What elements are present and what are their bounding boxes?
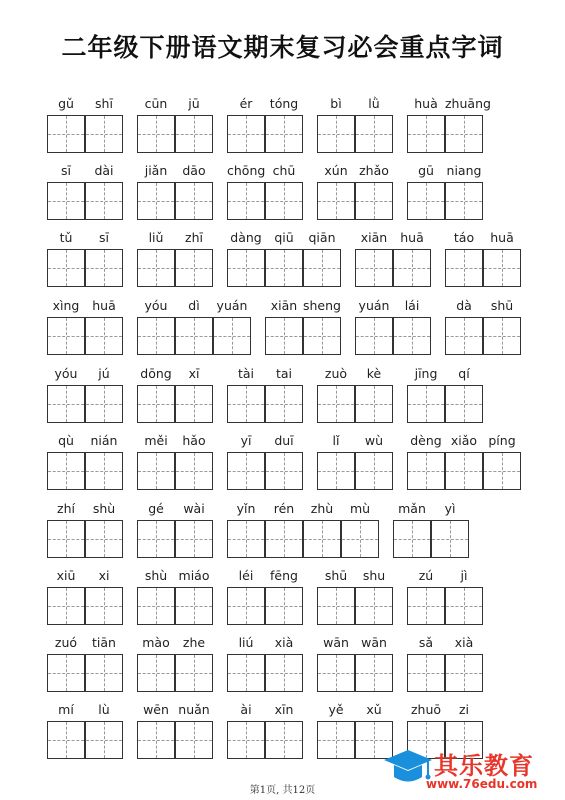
word-row bbox=[0, 95, 565, 165]
pinyin-label: yì bbox=[444, 501, 456, 516]
tian-grid-cell[interactable] bbox=[137, 115, 175, 153]
pinyin-label: shū bbox=[490, 298, 514, 313]
word-row bbox=[0, 365, 565, 435]
pinyin-label: dà bbox=[456, 298, 472, 313]
word-group bbox=[47, 95, 123, 159]
tian-grid-cell[interactable] bbox=[317, 115, 355, 153]
pinyin-label: tài bbox=[237, 366, 255, 381]
pinyin-label: zhe bbox=[182, 635, 206, 650]
tian-grid-cell[interactable] bbox=[85, 385, 123, 423]
tian-grid-cell[interactable] bbox=[265, 182, 303, 220]
pinyin-label: xiān bbox=[360, 230, 388, 245]
pinyin-label: liú bbox=[238, 635, 254, 650]
word-group bbox=[137, 297, 251, 361]
tian-grid-cell[interactable] bbox=[47, 182, 85, 220]
pinyin-label: wān bbox=[323, 635, 349, 650]
tian-grid-cell[interactable] bbox=[213, 317, 251, 355]
tian-grid-cell[interactable] bbox=[137, 721, 175, 759]
pinyin-label: zhù bbox=[310, 501, 334, 516]
tian-grid-cell[interactable] bbox=[355, 182, 393, 220]
pinyin-label: měi bbox=[144, 433, 168, 448]
tian-grid-cell[interactable] bbox=[407, 385, 445, 423]
pinyin-label: dàng bbox=[230, 230, 262, 245]
watermark-name: 其乐教育 bbox=[434, 752, 534, 780]
tian-grid-cell[interactable] bbox=[85, 520, 123, 558]
pinyin-label: jú bbox=[98, 366, 110, 381]
pinyin-label: chū bbox=[272, 163, 296, 178]
pinyin-label: sī bbox=[61, 163, 71, 178]
tian-grid-cell[interactable] bbox=[175, 721, 213, 759]
word-group bbox=[317, 634, 393, 698]
tian-grid-cell[interactable] bbox=[431, 520, 469, 558]
pinyin-label: qiān bbox=[308, 230, 336, 245]
pinyin-label: cūn bbox=[144, 96, 168, 111]
tian-grid-cell[interactable] bbox=[175, 317, 213, 355]
pinyin-label: dì bbox=[188, 298, 200, 313]
pinyin-label: xīn bbox=[274, 702, 294, 717]
tian-grid-cell[interactable] bbox=[303, 249, 341, 287]
tian-grid-cell[interactable] bbox=[407, 115, 445, 153]
pinyin-label: gǔ bbox=[58, 96, 74, 111]
pinyin-label: xi bbox=[98, 568, 110, 583]
tian-grid-cell[interactable] bbox=[175, 115, 213, 153]
tian-grid-cell[interactable] bbox=[85, 721, 123, 759]
tian-grid-cell[interactable] bbox=[137, 385, 175, 423]
pinyin-label: xún bbox=[324, 163, 348, 178]
pinyin-label: tai bbox=[275, 366, 293, 381]
tian-grid-cell[interactable] bbox=[445, 654, 483, 692]
pinyin-label: rén bbox=[273, 501, 295, 516]
pinyin-label: yuán bbox=[358, 298, 390, 313]
pinyin-label: xiǎo bbox=[450, 433, 478, 448]
pinyin-label: yuán bbox=[216, 298, 248, 313]
word-group bbox=[137, 95, 213, 159]
tian-grid-cell[interactable] bbox=[175, 654, 213, 692]
pinyin-label: tiān bbox=[92, 635, 116, 650]
pinyin-label: huā bbox=[92, 298, 116, 313]
tian-grid-cell[interactable] bbox=[483, 249, 521, 287]
word-group bbox=[445, 297, 521, 361]
tian-grid-cell[interactable] bbox=[317, 452, 355, 490]
tian-grid-cell[interactable] bbox=[303, 520, 341, 558]
tian-grid-cell[interactable] bbox=[317, 182, 355, 220]
word-group bbox=[407, 432, 521, 496]
tian-grid-cell[interactable] bbox=[265, 520, 303, 558]
pinyin-label: bì bbox=[330, 96, 342, 111]
word-group bbox=[227, 701, 303, 765]
word-group bbox=[47, 365, 123, 429]
word-group bbox=[227, 95, 303, 159]
pinyin-label: qiū bbox=[274, 230, 294, 245]
tian-grid-cell[interactable] bbox=[47, 452, 85, 490]
pinyin-label: qí bbox=[458, 366, 470, 381]
tian-grid-cell[interactable] bbox=[355, 249, 393, 287]
word-group bbox=[355, 229, 431, 293]
word-group bbox=[317, 162, 393, 226]
tian-grid-cell[interactable] bbox=[317, 587, 355, 625]
word-group bbox=[407, 162, 483, 226]
word-group bbox=[445, 229, 521, 293]
tian-grid-cell[interactable] bbox=[47, 249, 85, 287]
pinyin-label: zhí bbox=[57, 501, 75, 516]
tian-grid-cell[interactable] bbox=[341, 520, 379, 558]
page-number-footer: 第1页, 共12页 bbox=[249, 785, 316, 796]
tian-grid-cell[interactable] bbox=[85, 654, 123, 692]
tian-grid-cell[interactable] bbox=[137, 452, 175, 490]
pinyin-label: zhǎo bbox=[359, 163, 389, 178]
tian-grid-cell[interactable] bbox=[445, 385, 483, 423]
pinyin-label: lǜ bbox=[368, 96, 380, 111]
word-group bbox=[317, 567, 393, 631]
pinyin-label: mù bbox=[349, 501, 371, 516]
pinyin-label: ài bbox=[240, 702, 252, 717]
word-row bbox=[0, 567, 565, 637]
tian-grid-cell[interactable] bbox=[175, 452, 213, 490]
tian-grid-cell[interactable] bbox=[355, 452, 393, 490]
word-group bbox=[355, 297, 431, 361]
pinyin-label: qù bbox=[58, 433, 74, 448]
tian-grid-cell[interactable] bbox=[137, 249, 175, 287]
pinyin-label: tǔ bbox=[59, 230, 73, 245]
tian-grid-cell[interactable] bbox=[265, 452, 303, 490]
tian-grid-cell[interactable] bbox=[265, 317, 303, 355]
word-group bbox=[47, 432, 123, 496]
pinyin-label: lái bbox=[404, 298, 420, 313]
tian-grid-cell[interactable] bbox=[445, 587, 483, 625]
tian-grid-cell[interactable] bbox=[393, 520, 431, 558]
tian-grid-cell[interactable] bbox=[355, 385, 393, 423]
word-row bbox=[0, 297, 565, 367]
tian-grid-cell[interactable] bbox=[393, 249, 431, 287]
pinyin-label: jiǎn bbox=[144, 163, 168, 178]
pinyin-label: gé bbox=[148, 501, 164, 516]
pinyin-label: jū bbox=[188, 96, 200, 111]
pinyin-label: léi bbox=[238, 568, 254, 583]
tian-grid-cell[interactable] bbox=[445, 249, 483, 287]
tian-grid-cell[interactable] bbox=[227, 721, 265, 759]
tian-grid-cell[interactable] bbox=[85, 452, 123, 490]
pinyin-label: zhī bbox=[185, 230, 203, 245]
tian-grid-cell[interactable] bbox=[407, 654, 445, 692]
word-group bbox=[407, 95, 491, 159]
tian-grid-cell[interactable] bbox=[175, 587, 213, 625]
tian-grid-cell[interactable] bbox=[137, 317, 175, 355]
pinyin-label: xiū bbox=[56, 568, 76, 583]
pinyin-label: liǔ bbox=[148, 230, 164, 245]
tian-grid-cell[interactable] bbox=[407, 452, 445, 490]
word-group bbox=[137, 701, 213, 765]
word-group bbox=[227, 500, 379, 564]
pinyin-label: shù bbox=[92, 501, 116, 516]
tian-grid-cell[interactable] bbox=[227, 520, 265, 558]
word-group bbox=[137, 365, 213, 429]
tian-grid-cell[interactable] bbox=[85, 182, 123, 220]
word-group bbox=[227, 432, 303, 496]
tian-grid-cell[interactable] bbox=[265, 115, 303, 153]
pinyin-label: jīng bbox=[414, 366, 438, 381]
tian-grid-cell[interactable] bbox=[227, 385, 265, 423]
word-row bbox=[0, 432, 565, 502]
word-group bbox=[227, 162, 303, 226]
pinyin-label: zuó bbox=[54, 635, 78, 650]
word-group bbox=[407, 634, 483, 698]
word-group bbox=[47, 500, 123, 564]
pinyin-label: dèng bbox=[410, 433, 442, 448]
pinyin-label: huā bbox=[490, 230, 514, 245]
tian-grid-cell[interactable] bbox=[47, 520, 85, 558]
tian-grid-cell[interactable] bbox=[355, 587, 393, 625]
pinyin-label: fēng bbox=[270, 568, 298, 583]
pinyin-label: sheng bbox=[303, 298, 341, 313]
word-group bbox=[47, 634, 123, 698]
tian-grid-cell[interactable] bbox=[265, 249, 303, 287]
pinyin-label: shī bbox=[95, 96, 113, 111]
word-row bbox=[0, 634, 565, 704]
word-group bbox=[47, 229, 123, 293]
word-group bbox=[47, 162, 123, 226]
tian-grid-cell[interactable] bbox=[85, 317, 123, 355]
pinyin-label: zuò bbox=[324, 366, 348, 381]
tian-grid-cell[interactable] bbox=[355, 654, 393, 692]
tian-grid-cell[interactable] bbox=[265, 385, 303, 423]
pinyin-label: mí bbox=[58, 702, 74, 717]
pinyin-label: xiān bbox=[270, 298, 298, 313]
tian-grid-cell[interactable] bbox=[47, 721, 85, 759]
tian-grid-cell[interactable] bbox=[265, 654, 303, 692]
pinyin-label: kè bbox=[366, 366, 382, 381]
tian-grid-cell[interactable] bbox=[265, 721, 303, 759]
tian-grid-cell[interactable] bbox=[317, 654, 355, 692]
pinyin-label: zhuō bbox=[410, 702, 442, 717]
word-group bbox=[317, 365, 393, 429]
word-group bbox=[227, 567, 303, 631]
pinyin-label: táo bbox=[453, 230, 475, 245]
word-group bbox=[227, 365, 303, 429]
tian-grid-cell[interactable] bbox=[47, 654, 85, 692]
pinyin-label: zi bbox=[458, 702, 470, 717]
word-group bbox=[227, 229, 341, 293]
pinyin-label: yě bbox=[328, 702, 344, 717]
tian-grid-cell[interactable] bbox=[407, 182, 445, 220]
tian-grid-cell[interactable] bbox=[85, 587, 123, 625]
pinyin-label: duī bbox=[274, 433, 294, 448]
tian-grid-cell[interactable] bbox=[355, 317, 393, 355]
pinyin-label: xià bbox=[274, 635, 294, 650]
pinyin-label: zhuāng bbox=[445, 96, 491, 111]
pinyin-label: yǐn bbox=[236, 501, 256, 516]
pinyin-label: píng bbox=[488, 433, 516, 448]
pinyin-label: lù bbox=[98, 702, 110, 717]
tian-grid-cell[interactable] bbox=[227, 654, 265, 692]
word-group bbox=[137, 567, 213, 631]
tian-grid-cell[interactable] bbox=[445, 182, 483, 220]
pinyin-label: wān bbox=[361, 635, 387, 650]
pinyin-label: zú bbox=[418, 568, 434, 583]
word-group bbox=[317, 95, 393, 159]
pinyin-label: wài bbox=[183, 501, 205, 516]
pinyin-label: yóu bbox=[144, 298, 168, 313]
pinyin-label: miáo bbox=[178, 568, 210, 583]
pinyin-label: gū bbox=[418, 163, 434, 178]
pinyin-label: shu bbox=[362, 568, 386, 583]
tian-grid-cell[interactable] bbox=[445, 115, 483, 153]
word-group bbox=[407, 567, 483, 631]
tian-grid-cell[interactable] bbox=[47, 385, 85, 423]
pinyin-label: huà bbox=[414, 96, 438, 111]
word-group bbox=[137, 432, 213, 496]
pinyin-label: shū bbox=[324, 568, 348, 583]
word-group bbox=[407, 365, 483, 429]
tian-grid-cell[interactable] bbox=[227, 587, 265, 625]
word-group bbox=[47, 701, 123, 765]
tian-grid-cell[interactable] bbox=[317, 385, 355, 423]
pinyin-label: xià bbox=[454, 635, 474, 650]
pinyin-label: nuǎn bbox=[178, 702, 210, 717]
tian-grid-cell[interactable] bbox=[227, 249, 265, 287]
tian-grid-cell[interactable] bbox=[265, 587, 303, 625]
pinyin-label: xǔ bbox=[366, 702, 382, 717]
pinyin-label: shù bbox=[144, 568, 168, 583]
tian-grid-cell[interactable] bbox=[483, 317, 521, 355]
tian-grid-cell[interactable] bbox=[85, 249, 123, 287]
tian-grid-cell[interactable] bbox=[175, 249, 213, 287]
word-group bbox=[265, 297, 341, 361]
word-group bbox=[137, 162, 213, 226]
watermark-url: www.76edu.com bbox=[426, 777, 538, 791]
word-group bbox=[317, 432, 393, 496]
word-group bbox=[393, 500, 469, 564]
tian-grid-cell[interactable] bbox=[317, 721, 355, 759]
pinyin-label: hǎo bbox=[182, 433, 206, 448]
tian-grid-cell[interactable] bbox=[85, 115, 123, 153]
tian-grid-cell[interactable] bbox=[407, 587, 445, 625]
tian-grid-cell[interactable] bbox=[483, 452, 521, 490]
pinyin-label: lǐ bbox=[332, 433, 340, 448]
tian-grid-cell[interactable] bbox=[137, 182, 175, 220]
pinyin-label: xìng bbox=[52, 298, 80, 313]
pinyin-label: chōng bbox=[227, 163, 266, 178]
word-group bbox=[137, 229, 213, 293]
word-row bbox=[0, 162, 565, 232]
watermark-logo bbox=[382, 744, 562, 794]
pinyin-label: nián bbox=[90, 433, 118, 448]
tian-grid-cell[interactable] bbox=[175, 182, 213, 220]
word-group bbox=[137, 500, 213, 564]
pinyin-label: yī bbox=[240, 433, 252, 448]
tian-grid-cell[interactable] bbox=[227, 182, 265, 220]
pinyin-label: dōng bbox=[140, 366, 172, 381]
tian-grid-cell[interactable] bbox=[355, 115, 393, 153]
pinyin-label: mào bbox=[142, 635, 170, 650]
pinyin-label: wēn bbox=[143, 702, 169, 717]
word-group bbox=[47, 567, 123, 631]
word-group bbox=[227, 634, 303, 698]
pinyin-label: xī bbox=[188, 366, 200, 381]
tian-grid-cell[interactable] bbox=[47, 587, 85, 625]
tian-grid-cell[interactable] bbox=[445, 317, 483, 355]
tian-grid-cell[interactable] bbox=[47, 115, 85, 153]
pinyin-label: dài bbox=[94, 163, 114, 178]
tian-grid-cell[interactable] bbox=[175, 520, 213, 558]
tian-grid-cell[interactable] bbox=[393, 317, 431, 355]
word-row bbox=[0, 229, 565, 299]
pinyin-label: tóng bbox=[269, 96, 299, 111]
pinyin-label: dāo bbox=[182, 163, 206, 178]
pinyin-label: niang bbox=[446, 163, 482, 178]
word-group bbox=[47, 297, 123, 361]
pinyin-label: jì bbox=[460, 568, 468, 583]
pinyin-label: sī bbox=[99, 230, 109, 245]
pinyin-label: wù bbox=[364, 433, 384, 448]
tian-grid-cell[interactable] bbox=[175, 385, 213, 423]
tian-grid-cell[interactable] bbox=[227, 115, 265, 153]
tian-grid-cell[interactable] bbox=[227, 452, 265, 490]
pinyin-label: huā bbox=[400, 230, 424, 245]
tian-grid-cell[interactable] bbox=[47, 317, 85, 355]
tian-grid-cell[interactable] bbox=[137, 520, 175, 558]
pinyin-label: mǎn bbox=[398, 501, 426, 516]
tian-grid-cell[interactable] bbox=[303, 317, 341, 355]
page-title: 二年级下册语文期末复习必会重点字词 bbox=[61, 33, 504, 62]
word-group bbox=[137, 634, 213, 698]
pinyin-label: sǎ bbox=[418, 635, 434, 650]
tian-grid-cell[interactable] bbox=[445, 452, 483, 490]
pinyin-label: yóu bbox=[54, 366, 78, 381]
word-row bbox=[0, 500, 565, 570]
tian-grid-cell[interactable] bbox=[137, 654, 175, 692]
pinyin-label: ér bbox=[239, 96, 253, 111]
tian-grid-cell[interactable] bbox=[137, 587, 175, 625]
